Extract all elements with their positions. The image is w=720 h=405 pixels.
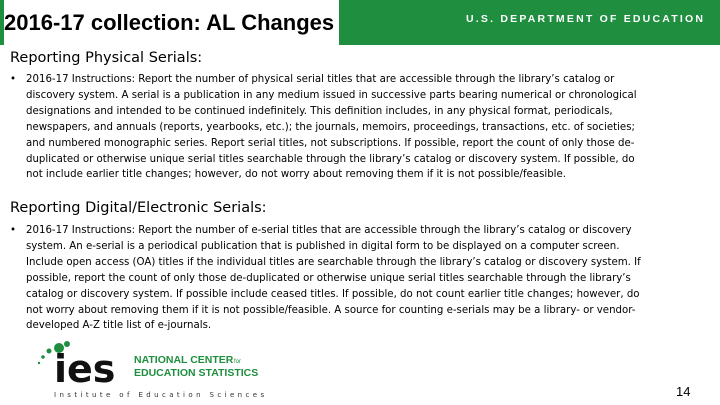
- logo-line1-suffix: for: [234, 359, 242, 365]
- digital-serials-instructions: 2016-17 Instructions: Report the number of e-serial titles that are accessible through the library’s catalog or discovery system. An e-serial is a periodical publication that is published in digital form to be displayed on a computer screen. Include open access (OA) titles if the individual titles are searchable through the library’s catalog or discovery system. If possible, report the count of only those de-duplicated or otherwise unique serial titles searchable through the library’s catalog or discovery system. If possible include ceased titles. If possible, do not count earlier title changes; however, do not worry about removing them if it is not possible/feasible. A source for counting e-serials may be a library- or vendor- developed A-Z title list of e-journals.: [26, 225, 641, 332]
- logo-line2: EDUCATION STATISTICS: [134, 367, 259, 379]
- department-label: U.S. DEPARTMENT OF EDUCATION: [466, 13, 706, 25]
- bullet-icon: •: [10, 225, 17, 236]
- logo-dot-icon: [38, 362, 40, 364]
- logo-line1: NATIONAL CENTER: [134, 354, 234, 366]
- digital-serials-bullet: [10, 223, 710, 334]
- physical-serials-bullet: [10, 72, 710, 183]
- slide-title: 2016-17 collection: AL Changes: [4, 0, 339, 45]
- page-number: 14: [676, 384, 691, 399]
- physical-serials-instructions: 2016-17 Instructions: Report the number of physical serial titles that are accessible through the library’s catalog or discovery system. A serial is a publication in any medium issued in successive parts bearing numerical or chronological designations and intended to be continued indefinitely. This definition includes, in any physical format, periodicals, newspapers, and annuals (reports, yearbooks, etc.); the journals, memoirs, proceedings, transactions, etc. of societies; and numbered monographic series. Report serial titles, not subscriptions. If possible, report the count of only those de- duplicated or otherwise unique serial titles searchable through the library’s catalog or discovery system. If possible, do not include earlier title changes; however, do not worry about removing them if it is not possible/feasible.: [26, 74, 637, 181]
- logo-dot-icon: [41, 355, 45, 359]
- physical-serials-heading: Reporting Physical Serials:: [10, 50, 203, 66]
- digital-serials-heading: Reporting Digital/Electronic Serials:: [10, 200, 267, 216]
- bullet-icon: •: [10, 74, 17, 85]
- header-bar: [0, 0, 720, 45]
- logo-tagline: Institute of Education Sciences: [54, 391, 268, 399]
- ies-nces-logo: [34, 340, 294, 402]
- logo-mark: ies: [54, 347, 116, 391]
- logo-dot-icon: [47, 349, 52, 354]
